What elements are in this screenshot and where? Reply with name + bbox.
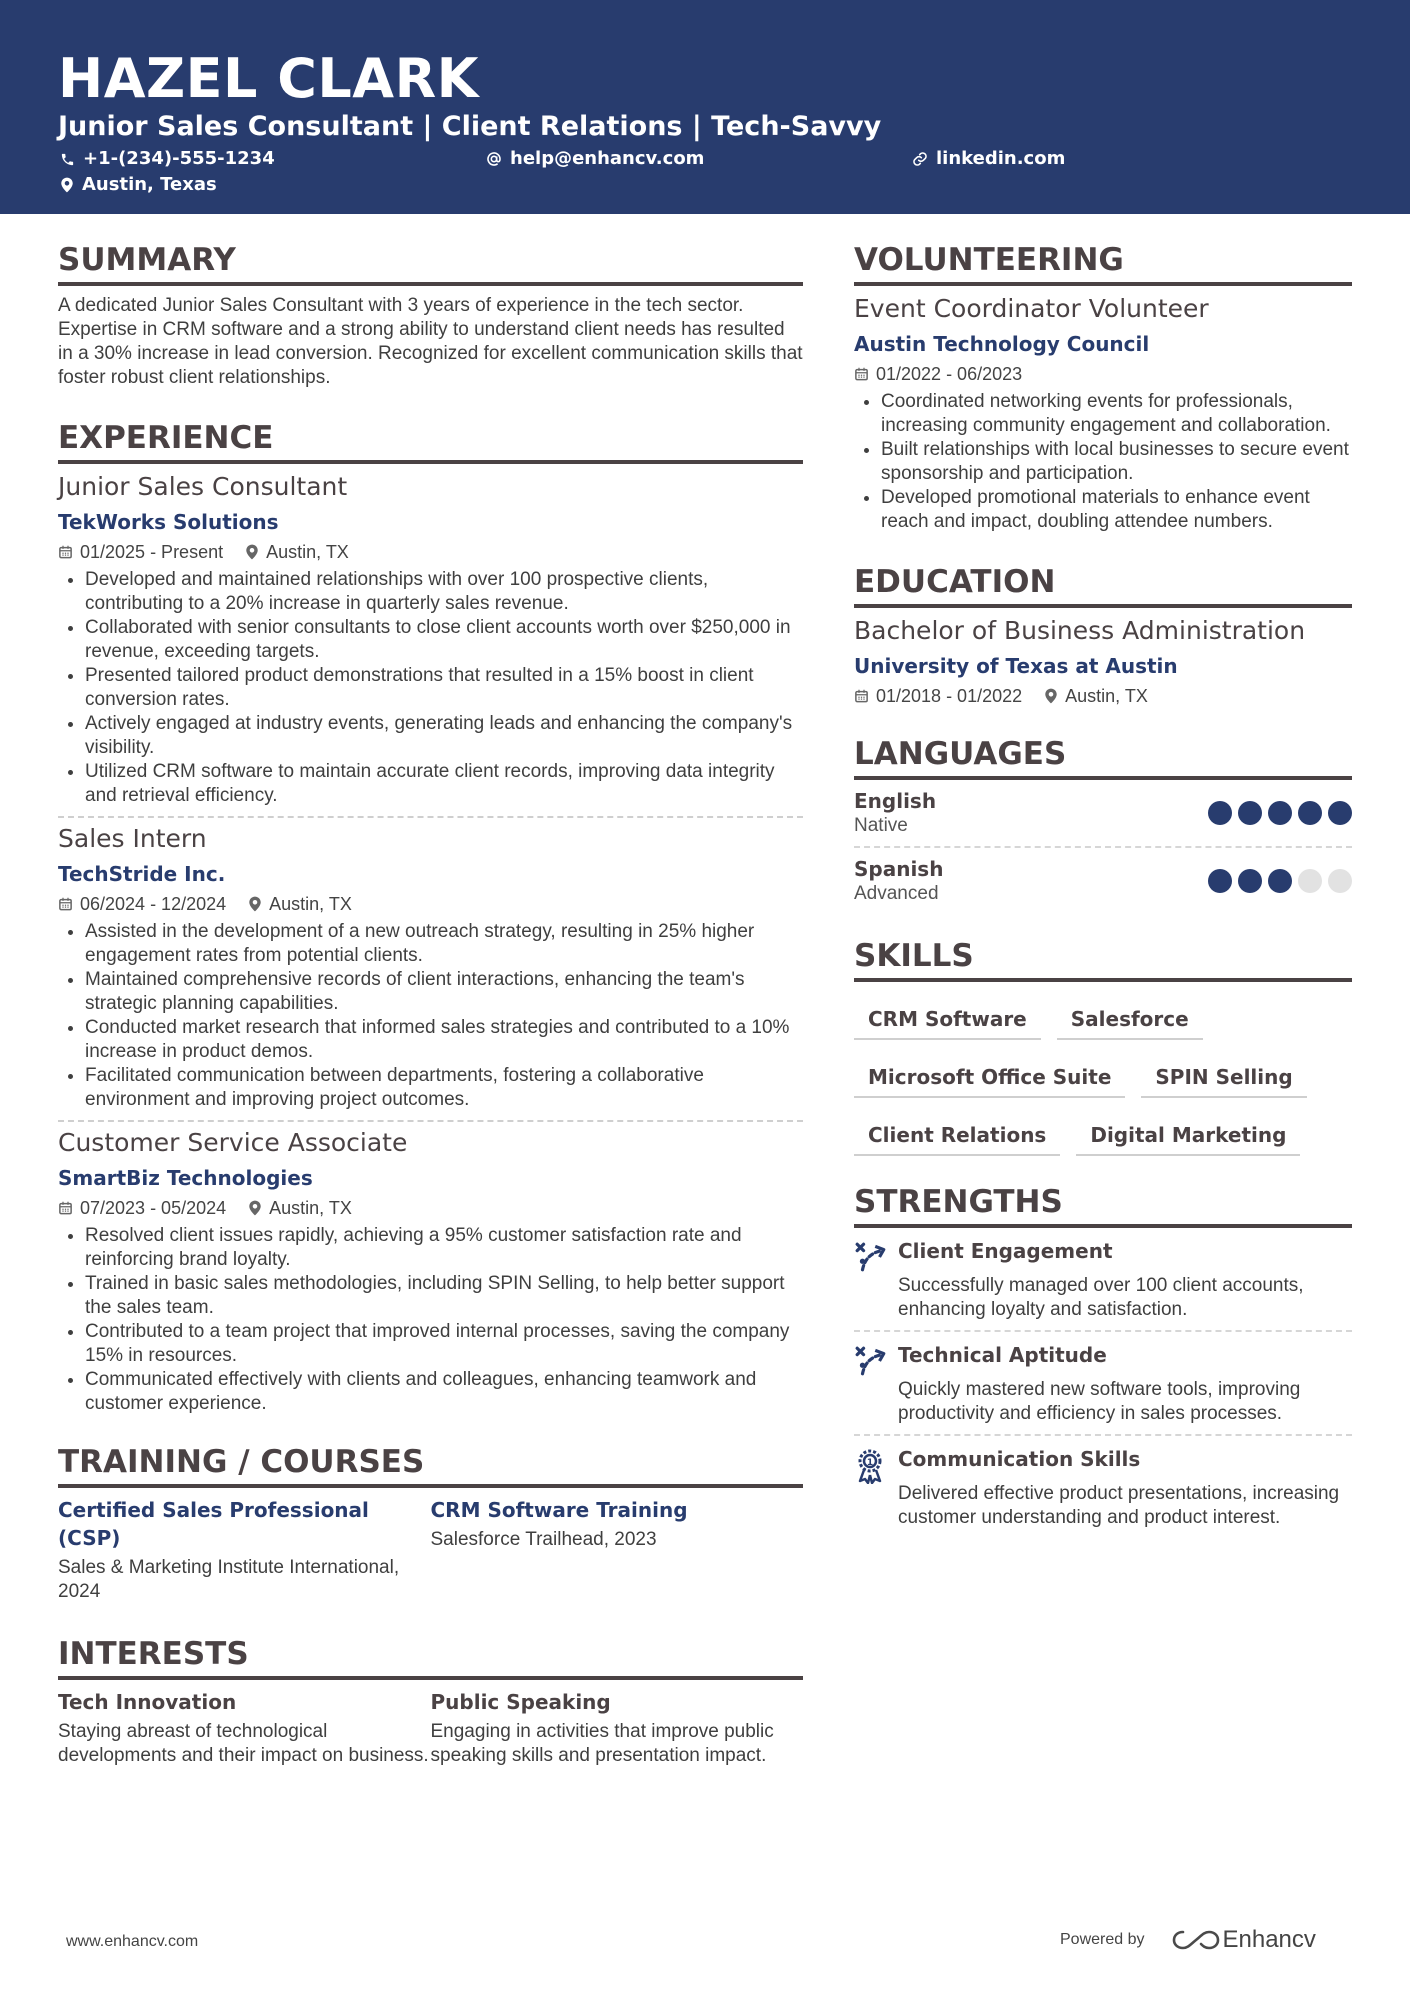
summary-text: A dedicated Junior Sales Consultant with 3 years of experience in the tech sector. Expertise in CRM software and a strong ability to understand client needs has resulted in a 30% increase in lead conversion. Recognized for excellent communication skills that foster robust client relationships. <box>58 295 803 388</box>
contact-location <box>60 172 217 198</box>
languages-heading: LANGUAGES <box>854 734 1352 780</box>
divider <box>58 1120 803 1122</box>
strengths-heading: STRENGTHS <box>854 1182 1352 1228</box>
language-name: Spanish <box>854 857 944 881</box>
volunteer-role: Event Coordinator Volunteer <box>854 294 1209 323</box>
education-location: Austin, TX <box>1065 686 1148 706</box>
strategy-icon <box>854 1240 888 1274</box>
divider <box>58 816 803 818</box>
bullet-item: • Maintained comprehensive records of client interactions, enhancing the team's strategic planning capabilities. <box>85 968 803 1016</box>
calendar-icon <box>854 688 869 704</box>
rating-dot <box>1298 801 1322 825</box>
job-company: SmartBiz Technologies <box>58 1166 313 1190</box>
interests-list <box>58 1688 803 1768</box>
website-text: linkedin.com <box>936 148 1066 169</box>
experience-heading: EXPERIENCE <box>58 418 803 464</box>
phone-icon <box>60 152 75 167</box>
skills-list <box>854 990 1352 1164</box>
course-provider: Salesforce Trailhead, 2023 <box>430 1529 657 1550</box>
language-rating <box>1202 869 1352 893</box>
strength-desc: Quickly mastered new software tools, improving productivity and efficiency in sales processes. <box>898 1379 1301 1424</box>
svg-text:1: 1 <box>866 1458 874 1468</box>
bullet-item: • Presented tailored product demonstrations that resulted in a 15% boost in client conversion rates. <box>85 664 803 712</box>
strength-title: Communication Skills <box>898 1447 1141 1471</box>
job-location: Austin, TX <box>269 894 352 914</box>
job-role: Sales Intern <box>58 824 207 853</box>
skill-tag: Client Relations <box>854 1112 1060 1156</box>
bullet-item: • Conducted market research that informed sales strategies and contributed to a 10% increase in product demos. <box>85 1016 803 1064</box>
job-company: TechStride Inc. <box>58 862 226 886</box>
bullet-item: • Developed promotional materials to enhance event reach and impact, doubling attendee numbers. <box>881 486 1352 534</box>
rating-dot <box>1268 801 1292 825</box>
course-title: Certified Sales Professional (CSP) <box>58 1498 369 1550</box>
job-meta <box>58 1196 803 1220</box>
language-item <box>854 780 1352 848</box>
skill-tag: Salesforce <box>1057 996 1203 1040</box>
skill-tag: Microsoft Office Suite <box>854 1054 1125 1098</box>
rating-dot <box>1328 801 1352 825</box>
footer-website[interactable]: www.enhancv.com <box>66 1933 199 1950</box>
strength-desc: Delivered effective product presentations, increasing customer understanding and product interest. <box>898 1483 1340 1528</box>
interest-title: Tech Innovation <box>58 1690 237 1714</box>
skill-tag: SPIN Selling <box>1141 1054 1306 1098</box>
bullet-item: • Assisted in the development of a new outreach strategy, resulting in 25% higher engagement rates from potential clients. <box>85 920 803 968</box>
rating-dot <box>1268 869 1292 893</box>
job-company: TekWorks Solutions <box>58 510 279 534</box>
footer-branding[interactable] <box>1060 1926 1316 1954</box>
powered-by-label: Powered by <box>1060 1931 1145 1948</box>
training-heading: TRAINING / COURSES <box>58 1442 803 1488</box>
course-item <box>431 1496 804 1604</box>
language-item <box>854 848 1352 914</box>
education-meta <box>854 684 1352 708</box>
location-text: Austin, Texas <box>82 174 217 195</box>
at-icon <box>486 151 502 167</box>
job-role: Customer Service Associate <box>58 1128 408 1157</box>
bullet-item: • Developed and maintained relationships with over 100 prospective clients, contributing to a 20% increase in quarterly sales revenue. <box>85 568 803 616</box>
right-column <box>854 240 1352 1538</box>
bullet-item: • Trained in basic sales methodologies, including SPIN Selling, to help better support the sales team. <box>85 1272 803 1320</box>
job-bullets <box>58 568 803 808</box>
interest-item <box>58 1688 431 1768</box>
bullet-item: • Coordinated networking events for professionals, increasing community engagement and collaboration. <box>881 390 1352 438</box>
volunteer-dates: 01/2022 - 06/2023 <box>876 364 1023 384</box>
education-school: University of Texas at Austin <box>854 654 1178 678</box>
job-meta <box>58 540 803 564</box>
rating-dot <box>1298 869 1322 893</box>
bullet-item: • Facilitated communication between departments, fostering a collaborative environment and improving project outcomes. <box>85 1064 803 1112</box>
language-rating <box>1202 801 1352 825</box>
job-entry <box>58 822 803 1112</box>
location-pin-icon <box>245 544 259 560</box>
interests-heading: INTERESTS <box>58 1634 803 1680</box>
location-pin-icon <box>248 1200 262 1216</box>
strength-item <box>854 1332 1352 1436</box>
job-location: Austin, TX <box>266 542 349 562</box>
strength-title: Technical Aptitude <box>898 1343 1107 1367</box>
bullet-item: • Communicated effectively with clients and colleagues, enhancing teamwork and customer experience. <box>85 1368 803 1416</box>
course-item <box>58 1496 431 1604</box>
interest-desc: Engaging in activities that improve public speaking skills and presentation impact. <box>430 1721 774 1766</box>
calendar-icon <box>58 896 73 912</box>
enhancv-logo-icon <box>1171 1928 1221 1952</box>
bullet-item: • Resolved client issues rapidly, achieving a 95% customer satisfaction rate and reinforcing brand loyalty. <box>85 1224 803 1272</box>
job-location: Austin, TX <box>269 1198 352 1218</box>
location-pin-icon <box>1044 688 1058 704</box>
job-role: Junior Sales Consultant <box>58 472 348 501</box>
education-degree: Bachelor of Business Administration <box>854 616 1306 645</box>
job-dates: 07/2023 - 05/2024 <box>80 1198 227 1218</box>
rating-dot <box>1238 801 1262 825</box>
volunteer-org: Austin Technology Council <box>854 332 1150 356</box>
job-dates: 06/2024 - 12/2024 <box>80 894 227 914</box>
volunteer-meta <box>854 362 1352 386</box>
strength-item <box>854 1436 1352 1538</box>
bullet-item: • Utilized CRM software to maintain accurate client records, improving data integrity and retrieval efficiency. <box>85 760 803 808</box>
candidate-name: HAZEL CLARK <box>58 47 479 110</box>
course-provider: Sales & Marketing Institute International, 2024 <box>58 1557 400 1602</box>
interest-desc: Staying abreast of technological developments and their impact on business. <box>58 1721 429 1766</box>
skills-heading: SKILLS <box>854 936 1352 982</box>
location-pin-icon <box>60 177 74 193</box>
course-title: CRM Software Training <box>430 1498 688 1522</box>
contact-website[interactable] <box>912 146 1065 172</box>
education-heading: EDUCATION <box>854 562 1352 608</box>
language-level: Advanced <box>854 883 939 904</box>
rating-dot <box>1328 869 1352 893</box>
job-entry <box>58 1126 803 1416</box>
job-bullets <box>58 920 803 1112</box>
bullet-item: • Built relationships with local businesses to secure event sponsorship and participation. <box>881 438 1352 486</box>
training-list <box>58 1496 803 1604</box>
calendar-icon <box>58 1200 73 1216</box>
award-icon <box>854 1448 886 1484</box>
location-pin-icon <box>248 896 262 912</box>
education-dates: 01/2018 - 01/2022 <box>876 686 1023 706</box>
strategy-icon <box>854 1344 888 1378</box>
interest-title: Public Speaking <box>430 1690 611 1714</box>
link-icon <box>912 151 928 167</box>
resume-header <box>0 0 1410 214</box>
interest-item <box>431 1688 804 1768</box>
contact-phone[interactable] <box>60 146 275 172</box>
job-dates: 01/2025 - Present <box>80 542 224 562</box>
language-level: Native <box>854 815 908 836</box>
language-name: English <box>854 789 937 813</box>
rating-dot <box>1208 869 1232 893</box>
job-bullets <box>58 1224 803 1416</box>
rating-dot <box>1208 801 1232 825</box>
email-text: help@enhancv.com <box>510 148 705 169</box>
bullet-item: • Collaborated with senior consultants to close client accounts worth over $250,000 in revenue, exceeding targets. <box>85 616 803 664</box>
job-entry <box>58 470 803 808</box>
strength-item <box>854 1228 1352 1332</box>
rating-dot <box>1238 869 1262 893</box>
left-column <box>58 240 803 1768</box>
candidate-title: Junior Sales Consultant | Client Relations | Tech-Savvy <box>58 111 882 142</box>
summary-heading: SUMMARY <box>58 240 803 286</box>
strength-title: Client Engagement <box>898 1239 1113 1263</box>
skill-tag: Digital Marketing <box>1076 1112 1300 1156</box>
calendar-icon <box>854 366 869 382</box>
calendar-icon <box>58 544 73 560</box>
contact-email[interactable] <box>486 146 704 172</box>
phone-text: +1-(234)-555-1234 <box>83 148 275 169</box>
volunteering-heading: VOLUNTEERING <box>854 240 1352 286</box>
brand-name: Enhancv <box>1222 1926 1316 1953</box>
job-meta <box>58 892 803 916</box>
skill-tag: CRM Software <box>854 996 1041 1040</box>
bullet-item: • Actively engaged at industry events, generating leads and enhancing the company's visibility. <box>85 712 803 760</box>
volunteer-bullets <box>854 390 1352 534</box>
strength-desc: Successfully managed over 100 client accounts, enhancing loyalty and satisfaction. <box>898 1275 1304 1320</box>
bullet-item: • Contributed to a team project that improved internal processes, saving the company 15% in resources. <box>85 1320 803 1368</box>
